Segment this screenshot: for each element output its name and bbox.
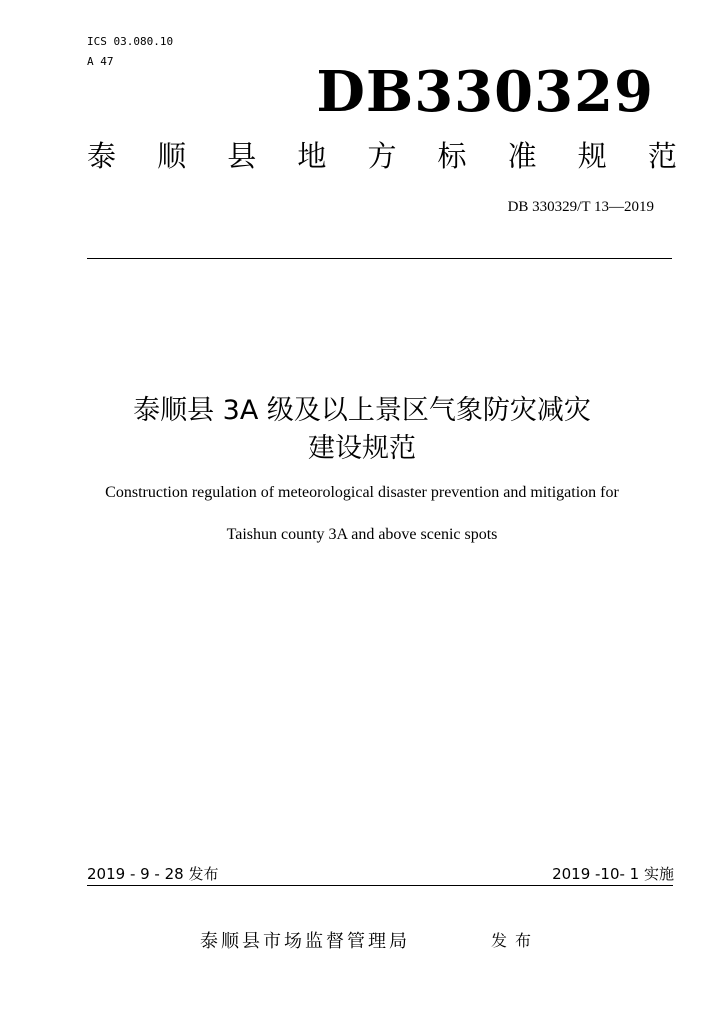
standard-type-char: 县 — [227, 139, 257, 173]
implementation-date: 2019 -10- 1 实施 — [552, 865, 674, 883]
title-en-line2: Taishun county 3A and above scenic spots — [226, 526, 498, 543]
issue-date: 2019 - 9 - 28 发布 — [87, 865, 219, 883]
ics-code: ICS 03.080.10 — [87, 35, 174, 48]
standard-type-char: 泰 — [87, 139, 117, 173]
title-cn-line1: 泰顺县 3A 级及以上景区气象防灾减灾 — [133, 395, 591, 426]
standard-type-char: 标 — [437, 139, 467, 173]
standard-type — [87, 139, 677, 173]
header-divider — [87, 258, 672, 259]
publisher-name: 泰顺县市场监督管理局 — [200, 931, 410, 952]
standard-type-char: 地 — [297, 139, 327, 173]
standard-code: DB330329 — [316, 59, 654, 125]
standard-number: DB 330329/T 13—2019 — [507, 199, 654, 215]
standard-type-char: 范 — [647, 139, 677, 173]
title-en-line1: Construction regulation of meteorological disaster prevention and mitigation for — [105, 484, 619, 501]
standard-type-char: 方 — [367, 139, 397, 173]
standard-type-char: 规 — [577, 139, 607, 173]
title-cn-line2: 建设规范 — [308, 433, 416, 464]
standard-type-char: 顺 — [157, 139, 187, 173]
document-title-cn — [0, 392, 724, 468]
classification-code: A 47 — [87, 55, 114, 68]
standard-type-char: 准 — [507, 139, 537, 173]
footer-divider — [87, 885, 673, 886]
publish-label: 发布 — [491, 931, 540, 950]
